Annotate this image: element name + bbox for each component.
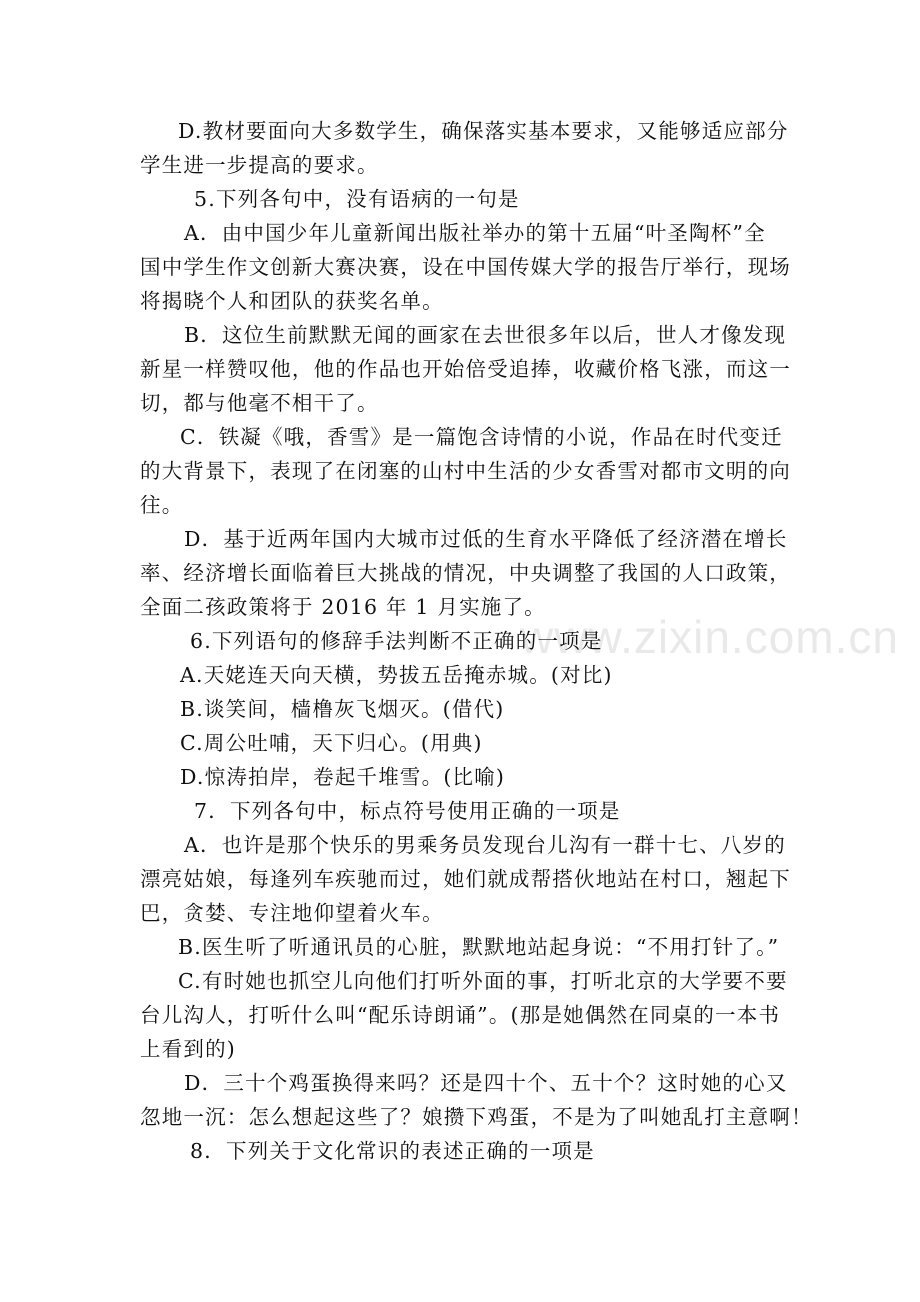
option-a-line: A．由中国少年儿童新闻出版社举办的第十五届“叶圣陶杯”全 — [184, 221, 766, 245]
text-line: 上看到的) — [140, 1037, 236, 1061]
text-line: 巴，贪婪、专注地仰望着火车。 — [140, 901, 444, 925]
option-c-line: C.周公吐哺，天下归心。(用典) — [180, 731, 483, 755]
text-line: 国中学生作文创新大赛决赛，设在中国传媒大学的报告厅举行，现场 — [140, 255, 791, 279]
text-line: 漂亮姑娘，每逢列车疾驰而过，她们就成帮搭伙地站在村口，翘起下 — [140, 867, 791, 891]
question-6-heading: 6.下列语句的修辞手法判断不正确的一项是 — [190, 629, 603, 653]
option-b-line: B．这位生前默默无闻的画家在去世很多年以后，世人才像发现 — [184, 323, 787, 347]
question-5-heading: 5.下列各句中，没有语病的一句是 — [194, 187, 520, 211]
text-line: 台儿沟人，打听什么叫“配乐诗朗诵”。(那是她偶然在同桌的一本书 — [140, 1003, 781, 1027]
text-line: D.教材要面向大多数学生，确保落实基本要求，又能够适应部分 — [178, 119, 789, 143]
text-line: 往。 — [140, 493, 184, 517]
text-line: 切，都与他毫不相干了。 — [140, 391, 379, 415]
question-8-heading: 8．下列关于文化常识的表述正确的一项是 — [190, 1139, 595, 1163]
option-c-line: C．铁凝《哦，香雪》是一篇饱含诗情的小说，作品在时代变迁 — [180, 425, 783, 449]
option-a-line: A.天姥连天向天横，势拔五岳掩赤城。(对比) — [180, 663, 613, 687]
watermark: www.zixin.com.cn — [520, 611, 899, 663]
text-line: 忽地一沉：怎么想起这些了？娘攒下鸡蛋，不是为了叫她乱打主意啊！ — [140, 1105, 813, 1129]
question-7-heading: 7．下列各句中，标点符号使用正确的一项是 — [194, 799, 621, 823]
option-d-line: D.惊涛拍岸，卷起千堆雪。(比喻) — [180, 765, 506, 789]
option-c-line: C.有时她也抓空儿向他们打听外面的事，打听北京的大学要不要 — [178, 969, 788, 993]
option-b-line: B.谈笑间，樯橹灰飞烟灭。(借代) — [180, 697, 505, 721]
option-d-line: D．基于近两年国内大城市过低的生育水平降低了经济潜在增长 — [184, 527, 788, 551]
text-line: 学生进一步提高的要求。 — [140, 153, 379, 177]
text-line: 率、经济增长面临着巨大挑战的情况，中央调整了我国的人口政策， — [140, 561, 791, 585]
text-line: 新星一样赞叹他，他的作品也开始倍受追捧，收藏价格飞涨，而这一 — [140, 357, 791, 381]
option-b-line: B.医生听了听通讯员的心脏，默默地站起身说：“不用打针了。” — [178, 935, 780, 959]
text-line: 将揭晓个人和团队的获奖名单。 — [140, 289, 444, 313]
text-line: 全面二孩政策将于 2016 年 1 月实施了。 — [140, 595, 546, 619]
option-a-line: A．也许是那个快乐的男乘务员发现台儿沟有一群十七、八岁的 — [184, 833, 786, 857]
option-d-line: D．三十个鸡蛋换得来吗？还是四十个、五十个？这时她的心又 — [184, 1071, 788, 1095]
text-line: 的大背景下，表现了在闭塞的山村中生活的少女香雪对都市文明的向 — [140, 459, 791, 483]
